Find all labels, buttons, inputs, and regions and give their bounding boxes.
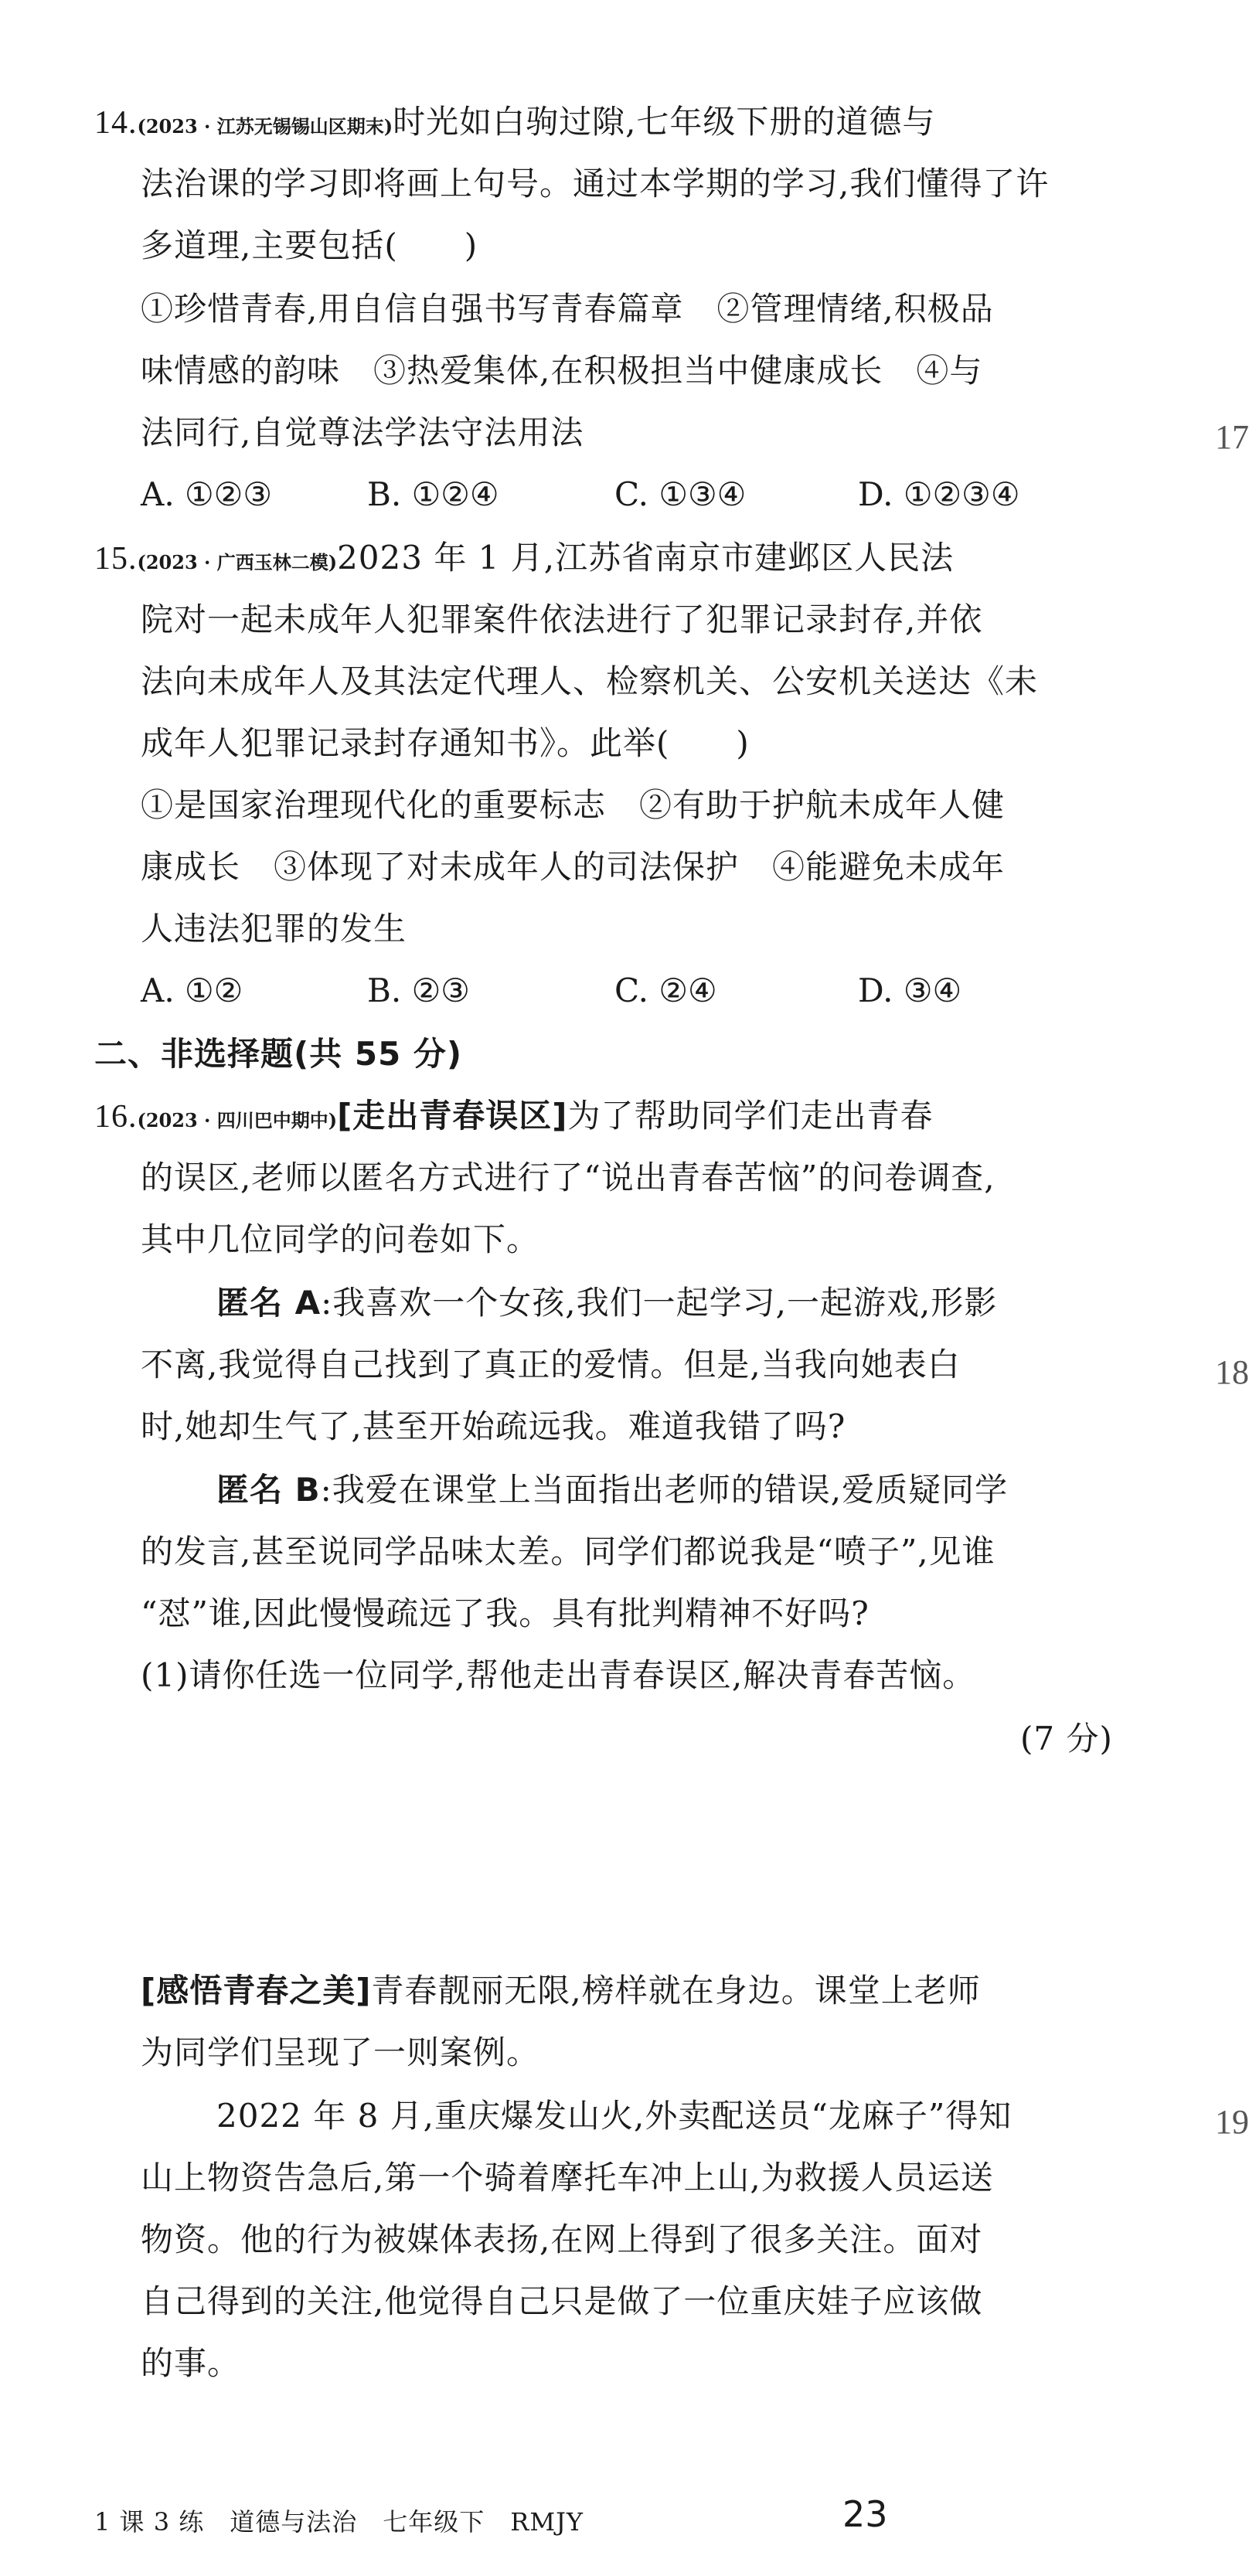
topic-tag-line <box>141 1969 981 2013</box>
question-text: 为同学们呈现了一则案例。 <box>141 2033 540 2071</box>
edge-number: 17 <box>1215 418 1249 456</box>
statement-line: ①是国家治理现代化的重要标志 ②有助于护航未成年人健 <box>141 786 1006 824</box>
anonymous-text: :我爱在课堂上当面指出老师的错误,爱质疑同学 <box>320 1471 1009 1509</box>
q15-first-line <box>94 536 954 584</box>
question-number: 15. <box>94 541 138 577</box>
topic-tag: [感悟青春之美] <box>141 1972 372 2009</box>
sub-question: (1)请你任选一位同学,帮他走出青春误区,解决青春苦恼。 <box>141 1656 976 1694</box>
statement-line: 康成长 ③体现了对未成年人的司法保护 ④能避免未成年 <box>141 848 1006 886</box>
question-number: 14. <box>94 105 138 141</box>
question-source: (2023 · 江苏无锡锡山区期末) <box>137 115 393 138</box>
statement-line: 味情感的韵味 ③热爱集体,在积极担当中健康成长 ④与 <box>141 352 983 390</box>
anonymous-text: “怼”谁,因此慢慢疏远了我。具有批判精神不好吗? <box>141 1594 870 1632</box>
topic-tag: [走出青春误区] <box>337 1097 568 1135</box>
score: (7 分) <box>1020 1720 1113 1758</box>
question-text: 法治课的学习即将画上句号。通过本学期的学习,我们懂得了许 <box>141 165 1050 202</box>
case-text: 山上物资告急后,第一个骑着摩托车冲上山,为救援人员运送 <box>141 2159 994 2197</box>
question-text: 青春靓丽无限,榜样就在身边。课堂上老师 <box>371 1972 981 2009</box>
statement-line: 人违法犯罪的发生 <box>141 910 407 948</box>
statement-line: 法同行,自觉尊法学法守法用法 <box>141 413 584 451</box>
option-d: D. ③④ <box>858 972 962 1009</box>
anonymous-label: 匿名 A <box>216 1284 322 1322</box>
case-text: 的事。 <box>141 2344 241 2382</box>
footer-text: 1 课 3 练 道德与法治 七年级下 RMJY <box>94 2507 584 2537</box>
anonymous-text: 时,她却生气了,甚至开始疏远我。难道我错了吗? <box>141 1407 846 1445</box>
question-number: 16. <box>94 1099 138 1135</box>
statement-line: ①珍惜青春,用自信自强书写青春篇章 ②管理情绪,积极品 <box>141 290 994 328</box>
anonymous-a-line <box>216 1281 997 1325</box>
section-heading: 二、非选择题(共 55 分) <box>94 1035 463 1073</box>
question-text: 成年人犯罪记录封存通知书》。此举( ) <box>141 724 750 762</box>
edge-number: 19 <box>1215 2103 1249 2141</box>
q14-first-line <box>94 100 935 148</box>
question-text: 2023 年 1 月,江苏省南京市建邺区人民法 <box>337 539 955 577</box>
question-text: 的误区,老师以匿名方式进行了“说出青春苦恼”的问卷调查, <box>141 1159 995 1196</box>
anonymous-b-line <box>216 1468 1008 1512</box>
question-source: (2023 · 广西玉林二模) <box>137 551 338 573</box>
option-c: C. ②④ <box>614 972 717 1009</box>
question-text: 多道理,主要包括( ) <box>141 226 478 264</box>
page-number: 23 <box>842 2493 888 2535</box>
option-b: B. ②③ <box>367 972 470 1009</box>
q16-first-line <box>94 1094 934 1142</box>
anonymous-text: 不离,我觉得自己找到了真正的爱情。但是,当我向她表白 <box>141 1346 961 1383</box>
question-text: 其中几位同学的问卷如下。 <box>141 1220 540 1258</box>
case-text: 自己得到的关注,他觉得自己只是做了一位重庆娃子应该做 <box>141 2282 983 2320</box>
anonymous-text: 的发言,甚至说同学品味太差。同学们都说我是“喷子”,见谁 <box>141 1533 995 1570</box>
question-text: 院对一起未成年人犯罪案件依法进行了犯罪记录封存,并依 <box>141 601 983 638</box>
edge-number: 18 <box>1215 1353 1249 1391</box>
question-text: 为了帮助同学们走出青春 <box>567 1097 934 1135</box>
anonymous-text: :我喜欢一个女孩,我们一起学习,一起游戏,形影 <box>321 1284 998 1322</box>
anonymous-label: 匿名 B <box>216 1471 321 1509</box>
question-source: (2023 · 四川巴中期中) <box>137 1109 338 1131</box>
option-a: A. ①②③ <box>141 475 272 513</box>
case-text: 物资。他的行为被媒体表扬,在网上得到了很多关注。面对 <box>141 2220 983 2258</box>
option-a: A. ①② <box>141 972 243 1009</box>
option-d: D. ①②③④ <box>858 475 1020 513</box>
option-c: C. ①③④ <box>614 475 747 513</box>
question-text: 法向未成年人及其法定代理人、检察机关、公安机关送达《未 <box>141 662 1039 700</box>
question-text: 时光如白驹过隙,七年级下册的道德与 <box>393 103 936 141</box>
option-b: B. ①②④ <box>367 475 499 513</box>
case-text: 2022 年 8 月,重庆爆发山火,外卖配送员“龙麻子”得知 <box>216 2097 1012 2135</box>
